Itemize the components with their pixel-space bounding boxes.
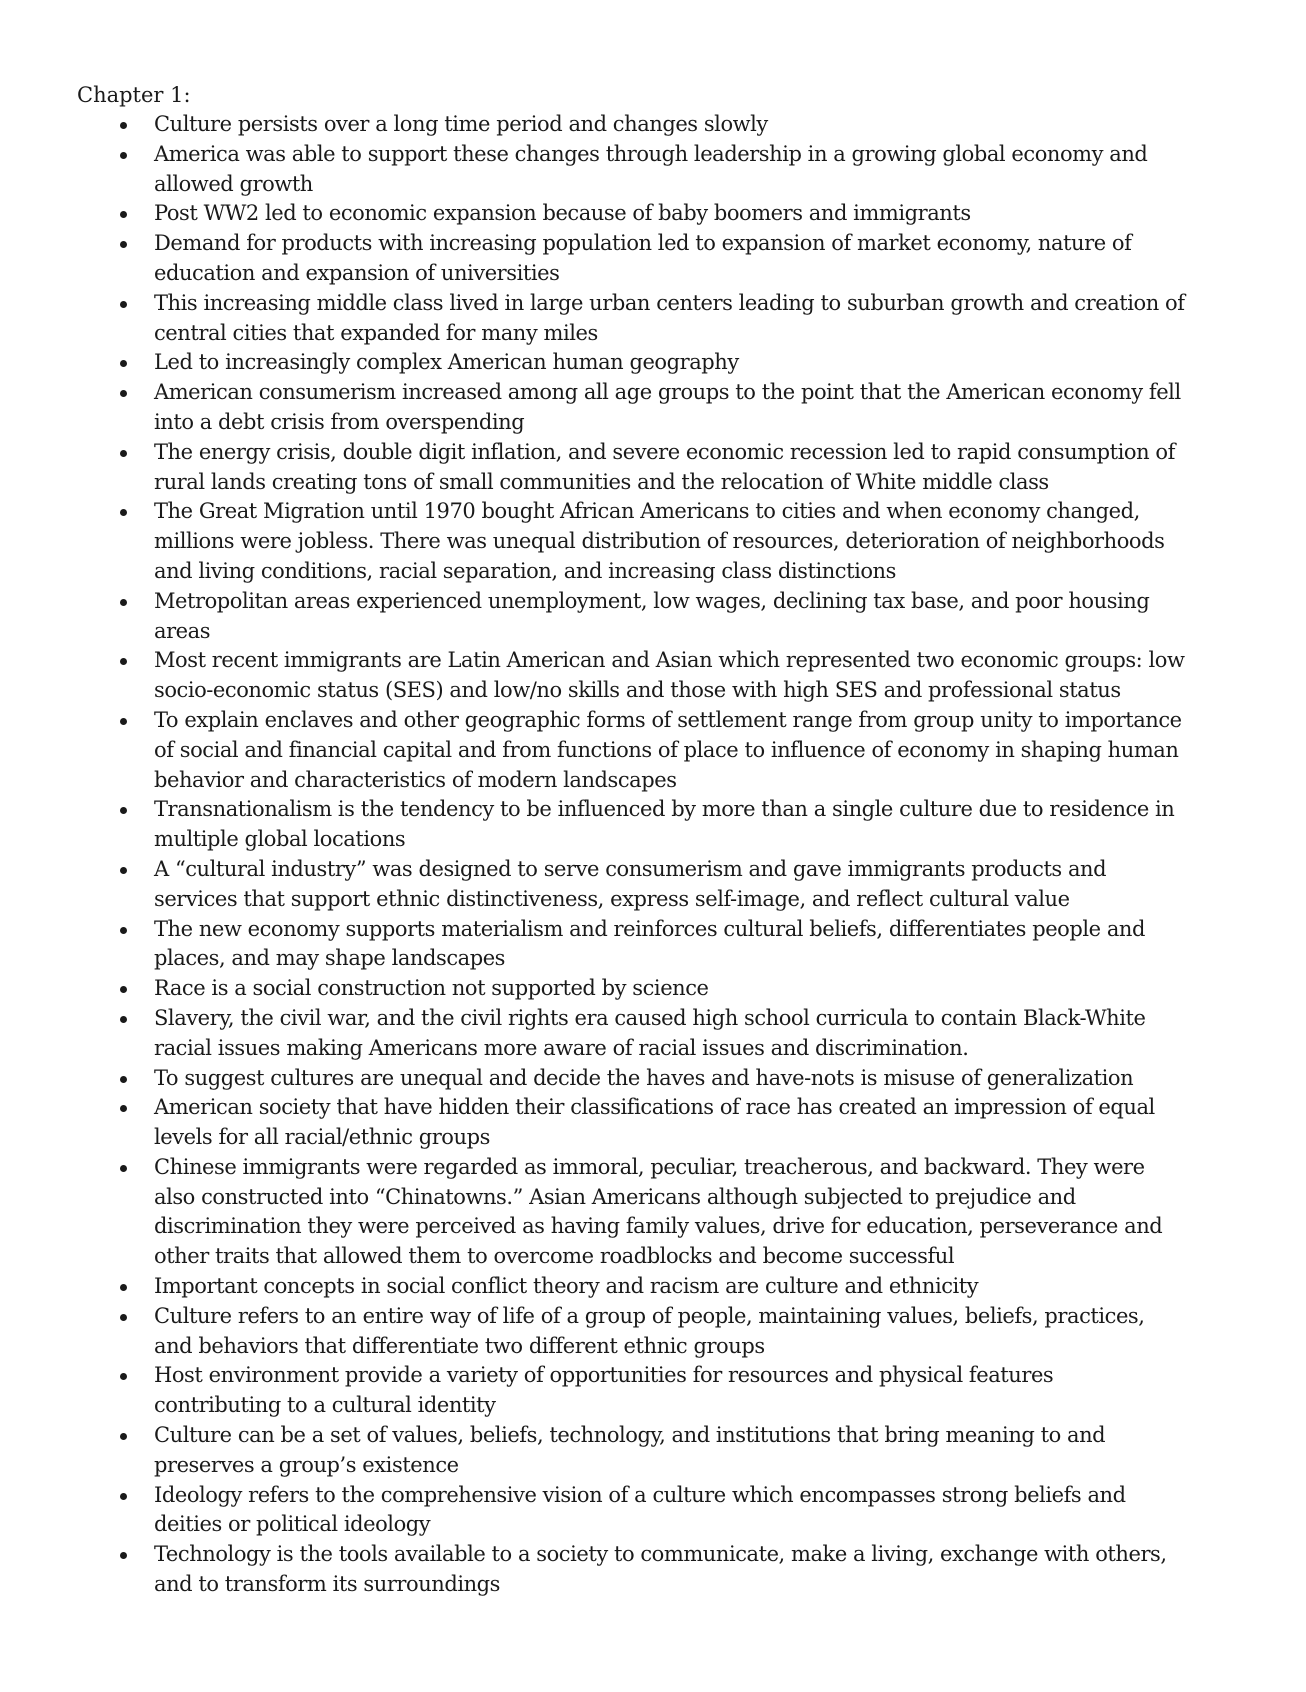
bullet-dot-icon [120, 1016, 127, 1023]
list-item-text: Host environment provide a variety of opportunities for resources and physical features contributing to a cultural identity [154, 1363, 1054, 1418]
list-item [154, 587, 1186, 647]
bullet-dot-icon [120, 450, 127, 457]
bullet-dot-icon [120, 360, 127, 367]
bullet-dot-icon [120, 241, 127, 248]
bullet-dot-icon [120, 1076, 127, 1083]
list-item-text: To suggest cultures are unequal and decide the haves and have-nots is misuse of generalization [154, 1065, 1134, 1090]
list-item [154, 855, 1186, 915]
list-item-text: Most recent immigrants are Latin American and Asian which represented two economic groups: low socio-economic status (SES) and low/no skills and those with high SES and professional status [154, 648, 1185, 703]
list-item-text: Transnationalism is the tendency to be influenced by more than a single culture due to residence in multiple global locations [154, 797, 1175, 852]
list-item [154, 378, 1186, 438]
list-item-text: American society that have hidden their classifications of race has created an impression of equal levels for all racial/ethnic groups [154, 1095, 1155, 1150]
list-item-text: Led to increasingly complex American human geography [154, 350, 739, 375]
list-item [154, 348, 1186, 378]
chapter-heading: Chapter 1: [77, 83, 191, 107]
list-item [154, 1153, 1186, 1272]
bullet-dot-icon [120, 1493, 127, 1500]
list-item-text: Metropolitan areas experienced unemployment, low wages, declining tax base, and poor housing areas [154, 588, 1150, 643]
bullet-dot-icon [120, 986, 127, 993]
list-item-text: Important concepts in social conflict theory and racism are culture and ethnicity [154, 1274, 979, 1299]
bullet-list [77, 110, 1186, 1600]
list-item [154, 1481, 1186, 1541]
list-item [154, 1004, 1186, 1064]
list-item [154, 199, 1186, 229]
list-item-text: Chinese immigrants were regarded as immoral, peculiar, treacherous, and backward. They were also constructed into “Chinatowns.” Asian Americans although subjected to prejudice and discrimination they were perceived as having family values, drive for education, perseverance and other traits that allowed them to overcome roadblocks and become successful [154, 1154, 1163, 1269]
list-item [154, 289, 1186, 349]
bullet-dot-icon [120, 509, 127, 516]
bullet-dot-icon [120, 1433, 127, 1440]
list-item-text: Culture refers to an entire way of life of a group of people, maintaining values, beliefs, practices, and behaviors that differentiate two different ethnic groups [154, 1303, 1145, 1358]
bullet-dot-icon [120, 927, 127, 934]
list-item [154, 795, 1186, 855]
list-item [154, 110, 1186, 140]
bullet-dot-icon [120, 152, 127, 159]
list-item [154, 140, 1186, 200]
bullet-dot-icon [120, 301, 127, 308]
list-item [154, 1272, 1186, 1302]
list-item [154, 1540, 1186, 1600]
list-item [154, 706, 1186, 795]
bullet-dot-icon [120, 1284, 127, 1291]
list-item-text: Ideology refers to the comprehensive vision of a culture which encompasses strong beliefs and deities or political ideology [154, 1482, 1126, 1537]
bullet-dot-icon [120, 867, 127, 874]
bullet-dot-icon [120, 1373, 127, 1380]
bullet-dot-icon [120, 1165, 127, 1172]
list-item-text: America was able to support these changes through leadership in a growing global economy and allowed growth [154, 141, 1148, 196]
list-item [154, 1361, 1186, 1421]
bullet-dot-icon [120, 211, 127, 218]
bullet-dot-icon [120, 658, 127, 665]
list-item [154, 1064, 1186, 1094]
list-item-text: The energy crisis, double digit inflation, and severe economic recession led to rapid consumption of rural lands creating tons of small communities and the relocation of White middle class [154, 439, 1175, 494]
list-item-text: Slavery, the civil war, and the civil rights era caused high school curricula to contain Black-White racial issues making Americans more aware of racial issues and discrimination. [154, 1005, 1146, 1060]
list-item [154, 438, 1186, 498]
list-item-text: This increasing middle class lived in large urban centers leading to suburban growth and creation of central cities that expanded for many miles [154, 290, 1185, 345]
bullet-dot-icon [120, 122, 127, 129]
bullet-dot-icon [120, 807, 127, 814]
bullet-dot-icon [120, 718, 127, 725]
bullet-dot-icon [120, 599, 127, 606]
list-item-text: Demand for products with increasing population led to expansion of market economy, nature of education and expansion of universities [154, 231, 1132, 285]
list-item-text: Race is a social construction not supported by science [154, 976, 709, 1001]
list-item-text: Culture persists over a long time period and changes slowly [154, 112, 768, 136]
list-item [154, 497, 1186, 586]
list-item [154, 1421, 1186, 1481]
list-item-text: To explain enclaves and other geographic forms of settlement range from group unity to importance of social and financial capital and from functions of place to influence of economy in shaping human behavior and characteristics of modern landscapes [154, 707, 1182, 792]
list-item [154, 915, 1186, 975]
list-item-text: Technology is the tools available to a society to communicate, make a living, exchange with others, and to transform its surroundings [154, 1542, 1167, 1597]
list-item [154, 1302, 1186, 1362]
list-item-text: The new economy supports materialism and reinforces cultural beliefs, differentiates people and places, and may shape landscapes [154, 916, 1145, 971]
bullet-dot-icon [120, 390, 127, 397]
list-item-text: Post WW2 led to economic expansion because of baby boomers and immigrants [154, 201, 971, 226]
bullet-dot-icon [120, 1552, 127, 1559]
list-item-text: A “cultural industry” was designed to serve consumerism and gave immigrants products and services that support ethnic distinctiveness, express self-image, and reflect cultural value [154, 856, 1107, 911]
bullet-dot-icon [120, 1314, 127, 1321]
list-item [154, 1093, 1186, 1153]
bullet-dot-icon [120, 1105, 127, 1112]
list-item-text: The Great Migration until 1970 bought African Americans to cities and when economy changed, millions were jobless. There was unequal distribution of resources, deterioration of neighborhoods and living conditions, racial separation, and increasing class distinctions [154, 499, 1165, 583]
list-item-text: American consumerism increased among all age groups to the point that the American economy fell into a debt crisis from overspending [154, 380, 1181, 434]
list-item-text: Culture can be a set of values, beliefs, technology, and institutions that bring meaning to and preserves a group’s existence [154, 1423, 1106, 1477]
list-item [154, 974, 1186, 1004]
list-item [154, 646, 1186, 706]
list-item [154, 229, 1186, 289]
